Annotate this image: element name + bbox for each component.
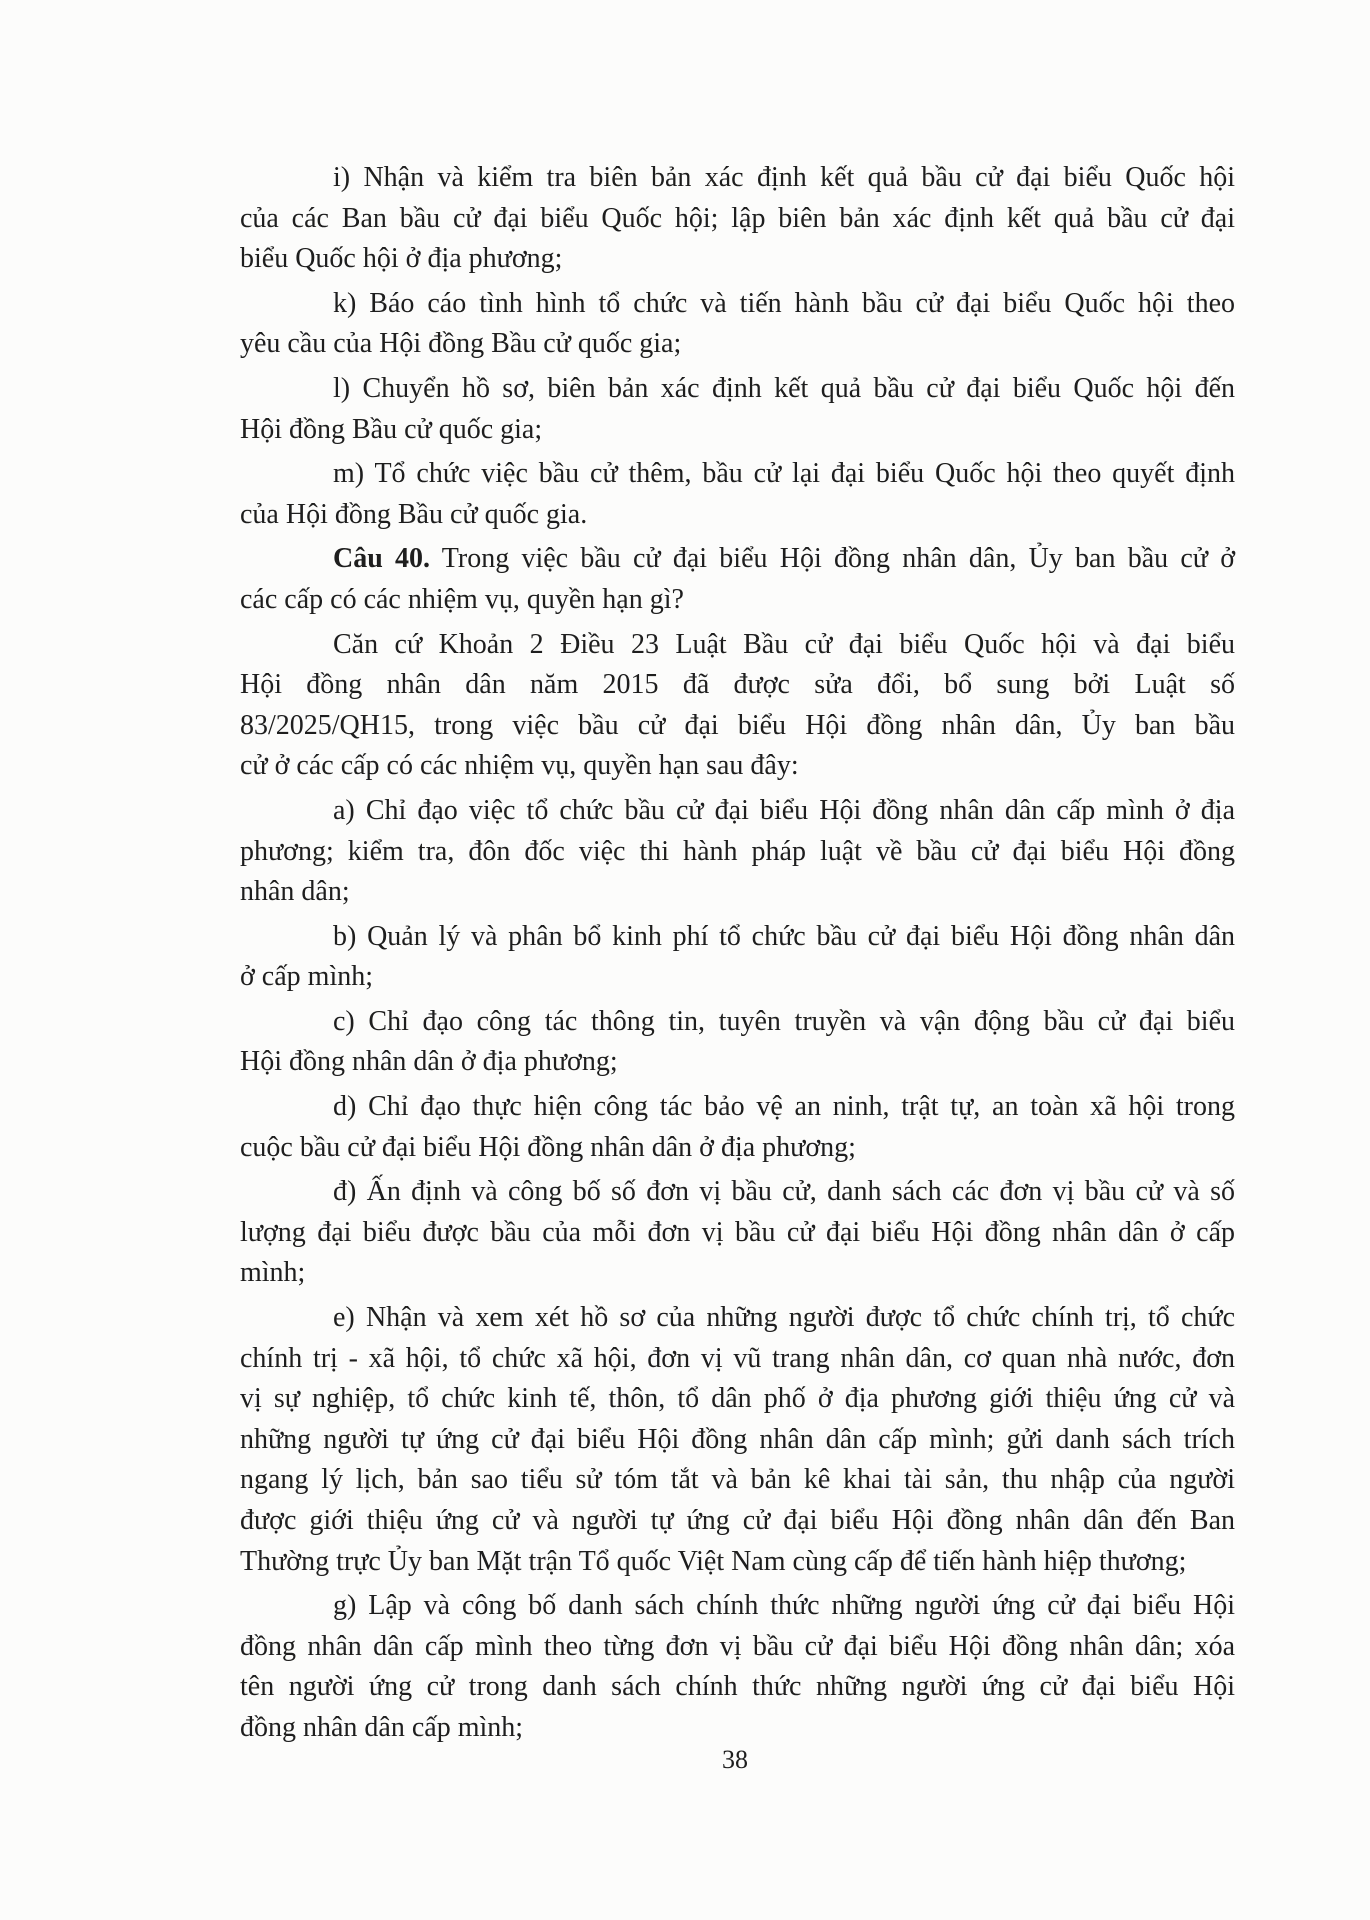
- text-line: cuộc bầu cử đại biểu Hội đồng nhân dân ở địa phương;: [240, 1131, 856, 1163]
- text-line: Hội đồng Bầu cử quốc gia;: [240, 413, 543, 445]
- text-line: g) Lập và công bố danh sách chính thức những người ứng cử đại biểu Hội: [333, 1590, 1235, 1622]
- text-line: Thường trực Ủy ban Mặt trận Tổ quốc Việt Nam cùng cấp để tiến hành hiệp thương;: [240, 1545, 1187, 1577]
- text-line: [240, 539, 1235, 580]
- text-line: lượng đại biểu được bầu của mỗi đơn vị bầu cử đại biểu Hội đồng nhân dân ở cấp: [240, 1216, 1235, 1248]
- text-line: k) Báo cáo tình hình tổ chức và tiến hành bầu cử đại biểu Quốc hội theo: [333, 287, 1235, 319]
- text-line: e) Nhận và xem xét hồ sơ của những người được tổ chức chính trị, tổ chức: [333, 1302, 1235, 1334]
- text-line: i) Nhận và kiểm tra biên bản xác định kết quả bầu cử đại biểu Quốc hội: [333, 162, 1235, 193]
- text-line: ở cấp mình;: [240, 961, 373, 993]
- text-line: ngang lý lịch, bản sao tiểu sử tóm tắt và bản kê khai tài sản, thu nhập của người: [240, 1464, 1235, 1496]
- text-line: được giới thiệu ứng cử và người tự ứng cử đại biểu Hội đồng nhân dân đến Ban: [240, 1505, 1235, 1536]
- text-line: Hội đồng nhân dân ở địa phương;: [240, 1046, 618, 1078]
- paragraph-item-d: [240, 1087, 1235, 1168]
- question-label: Câu 40.: [333, 543, 431, 575]
- paragraph-item-c: [240, 1002, 1235, 1083]
- text-line: cử ở các cấp có các nhiệm vụ, quyền hạn sau đây:: [240, 750, 799, 782]
- paragraph-item-m: [240, 454, 1235, 535]
- text-line: những người tự ứng cử đại biểu Hội đồng nhân dân cấp mình; gửi danh sách trích: [240, 1423, 1235, 1455]
- text-line: đồng nhân dân cấp mình;: [240, 1711, 524, 1743]
- paragraph-item-l: [240, 369, 1235, 450]
- document-body: [240, 158, 1235, 1753]
- text-line: của các Ban bầu cử đại biểu Quốc hội; lập biên bản xác định kết quả bầu cử đại: [240, 202, 1235, 234]
- text-line: b) Quản lý và phân bổ kinh phí tổ chức bầu cử đại biểu Hội đồng nhân dân: [333, 920, 1235, 952]
- text-line: yêu cầu của Hội đồng Bầu cử quốc gia;: [240, 328, 682, 360]
- text-line: Căn cứ Khoản 2 Điều 23 Luật Bầu cử đại biểu Quốc hội và đại biểu: [333, 628, 1235, 660]
- text-line: nhân dân;: [240, 876, 350, 908]
- text-line: chính trị - xã hội, tổ chức xã hội, đơn vị vũ trang nhân dân, cơ quan nhà nước, đơn: [240, 1342, 1235, 1374]
- text-line: l) Chuyển hồ sơ, biên bản xác định kết quả bầu cử đại biểu Quốc hội đến: [333, 372, 1235, 404]
- text-line: vị sự nghiệp, tổ chức kinh tế, thôn, tổ dân phố ở địa phương giới thiệu ứng cử và: [240, 1383, 1235, 1415]
- text-line: a) Chỉ đạo việc tổ chức bầu cử đại biểu Hội đồng nhân dân cấp mình ở địa: [333, 794, 1235, 826]
- text-line: tên người ứng cử trong danh sách chính thức những người ứng cử đại biểu Hội: [240, 1671, 1235, 1703]
- text-line: Hội đồng nhân dân năm 2015 đã được sửa đổi, bổ sung bởi Luật số: [240, 669, 1235, 701]
- paragraph-item-g: [240, 1586, 1235, 1748]
- paragraph-item-a: [240, 791, 1235, 913]
- paragraph-item-k: [240, 284, 1235, 365]
- paragraph-item-dd: [240, 1172, 1235, 1294]
- text-line: c) Chỉ đạo công tác thông tin, tuyên truyền và vận động bầu cử đại biểu: [333, 1005, 1235, 1037]
- text-line: m) Tổ chức việc bầu cử thêm, bầu cử lại đại biểu Quốc hội theo quyết định: [333, 458, 1235, 490]
- paragraph-legal-basis: [240, 625, 1235, 787]
- text-line: các cấp có các nhiệm vụ, quyền hạn gì?: [240, 583, 684, 615]
- text-line: của Hội đồng Bầu cử quốc gia.: [240, 498, 588, 530]
- page-number: 38: [722, 1745, 748, 1774]
- text-line: đ) Ấn định và công bố số đơn vị bầu cử, danh sách các đơn vị bầu cử và số: [333, 1176, 1235, 1208]
- text-line: đồng nhân dân cấp mình theo từng đơn vị bầu cử đại biểu Hội đồng nhân dân; xóa: [240, 1630, 1235, 1662]
- paragraph-question-40: [240, 539, 1235, 620]
- text-line: phương; kiểm tra, đôn đốc việc thi hành pháp luật về bầu cử đại biểu Hội đồng: [240, 835, 1235, 867]
- text-line: biểu Quốc hội ở địa phương;: [240, 243, 563, 275]
- text-line: d) Chỉ đạo thực hiện công tác bảo vệ an ninh, trật tự, an toàn xã hội trong: [333, 1091, 1235, 1123]
- text-line: 83/2025/QH15, trong việc bầu cử đại biểu Hội đồng nhân dân, Ủy ban bầu: [240, 709, 1235, 741]
- paragraph-item-e: [240, 1298, 1235, 1582]
- text-line: mình;: [240, 1257, 306, 1289]
- paragraph-item-i: [240, 158, 1235, 280]
- question-text: Trong việc bầu cử đại biểu Hội đồng nhân dân, Ủy ban bầu cử ở: [430, 543, 1236, 575]
- paragraph-item-b: [240, 917, 1235, 998]
